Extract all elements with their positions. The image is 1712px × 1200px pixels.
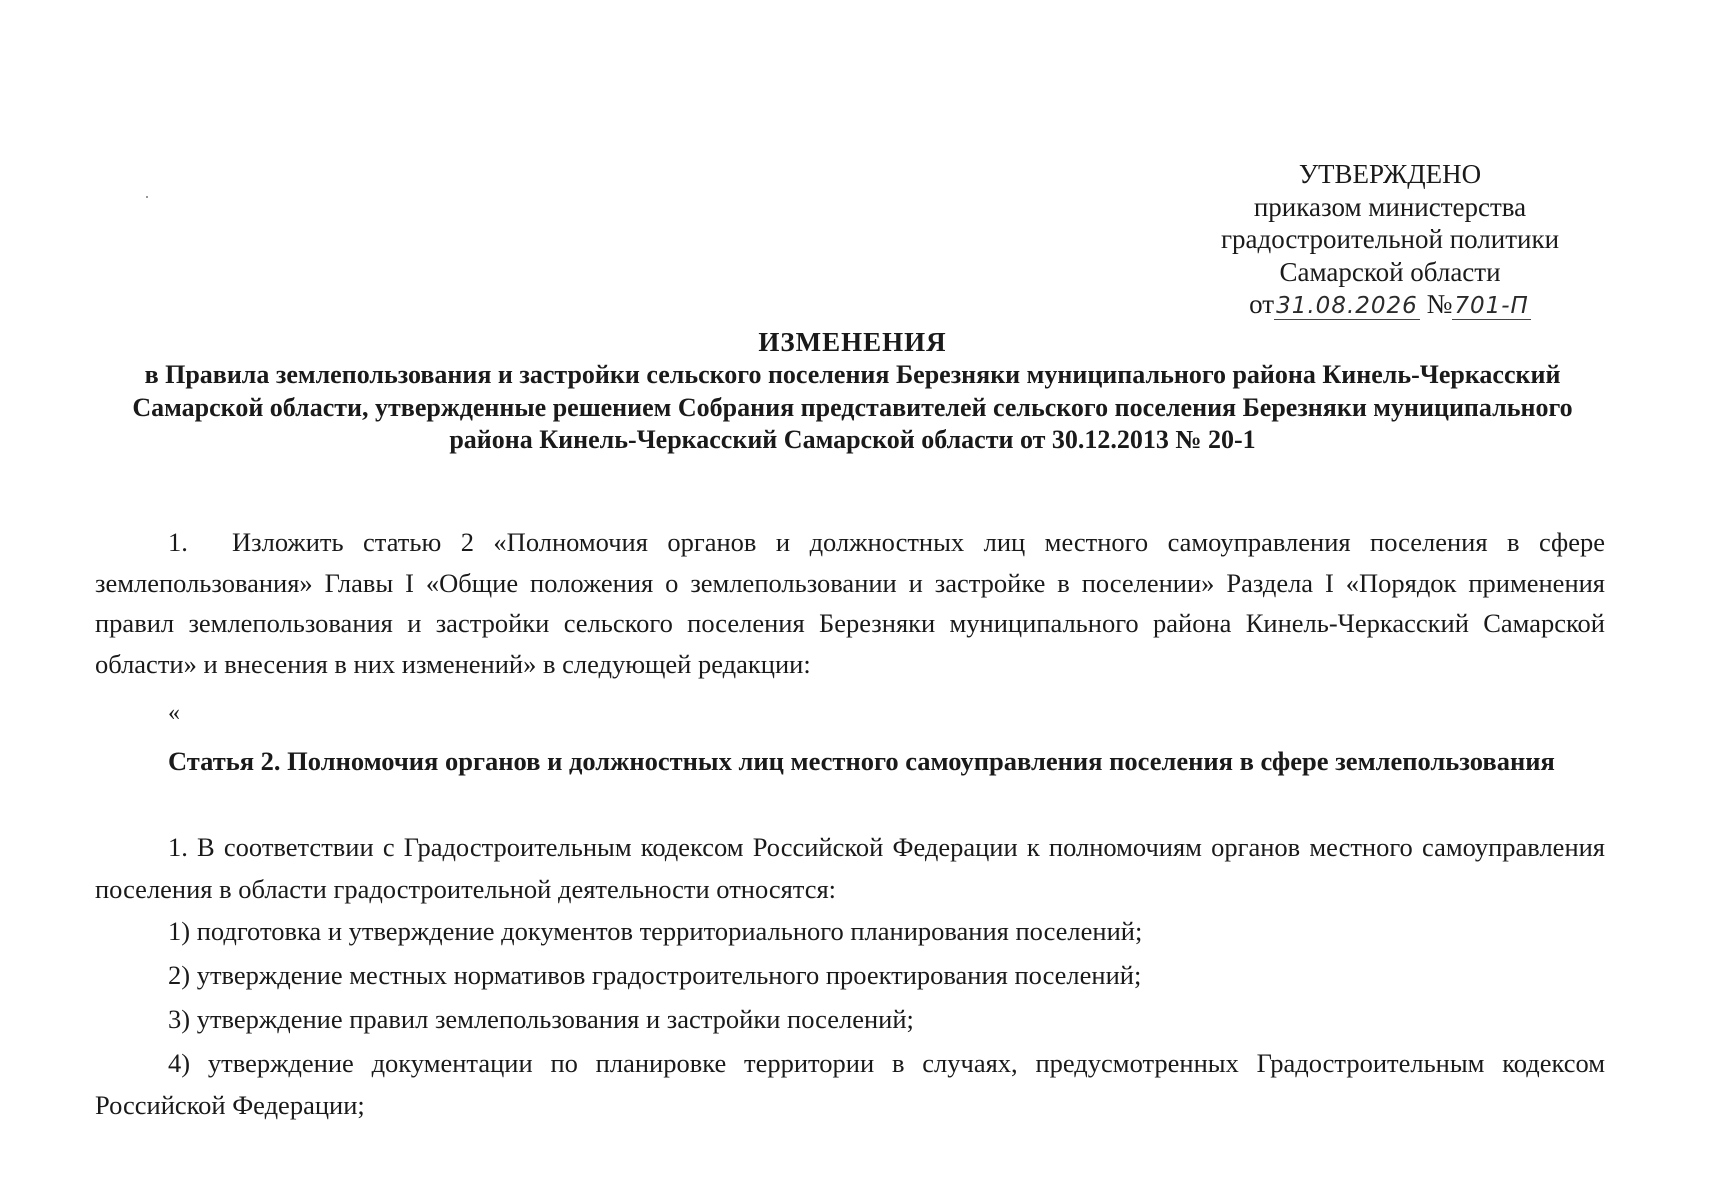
document-title: ИЗМЕНЕНИЯ <box>758 327 947 357</box>
approval-line-ministry: градостроительной политики <box>1220 224 1560 254</box>
approval-stamp-block <box>1180 158 1600 322</box>
article-item: 3) утверждение правил землепользования и застройки поселений; <box>168 1004 914 1034</box>
quote-open-mark: « <box>168 700 180 726</box>
approval-line-region: Самарской области <box>1279 256 1501 287</box>
paragraph-1-text: Изложить статью 2 «Полномочия органов и должностных лиц местного самоуправления поселения в сфере землепользования» Главы I «Общие положения о землепользовании и застройке в поселении» Раздела I «Порядок применения правил землепользования и застройки сельского поселения Березняки муниципального района Кинель-Черкасский Самарской области» и внесения в них изменений» в следующей редакции: <box>95 527 1605 679</box>
article-body <box>95 826 1605 1126</box>
paragraph-1-number: 1. <box>168 527 188 557</box>
approval-date-prefix: от <box>1249 289 1275 319</box>
approval-number-sign: № <box>1426 289 1453 319</box>
approval-date-handwritten: 31.08.2026 <box>1276 293 1418 319</box>
approval-line-order: приказом министерства <box>1253 191 1527 222</box>
approval-number-handwritten: 701-П <box>1454 293 1529 319</box>
document-subtitle: в Правила землепользования и застройки сельского поселения Березняки муниципального района Кинель-Черкасский Самарской области, утвержденные решением Собрания представителей сельского поселения Березняки муниципального района Кинель-Черкасский Самарской области от 30.12.2013 № 20-1 <box>132 360 1573 454</box>
article-item: 2) утверждение местных нормативов градостроительного проектирования поселений; <box>168 960 1142 990</box>
article-item: 1. В соответствии с Градостроительным кодексом Российской Федерации к полномочиям органов местного самоуправления поселения в области градостроительной деятельности относятся: <box>95 832 1605 904</box>
scan-speck <box>146 196 148 198</box>
approval-heading: УТВЕРЖДЕНО <box>1298 159 1482 189</box>
article-item: 4) утверждение документации по планировке территории в случаях, предусмотренных Градостроительным кодексом Российской Федерации; <box>95 1048 1605 1120</box>
article-heading: Статья 2. Полномочия органов и должностных лиц местного самоуправления поселения в сфере землепользования <box>168 746 1555 776</box>
article-item: 1) подготовка и утверждение документов территориального планирования поселений; <box>168 916 1143 946</box>
approval-date-line <box>1180 288 1600 322</box>
paragraph-1 <box>95 522 1605 684</box>
